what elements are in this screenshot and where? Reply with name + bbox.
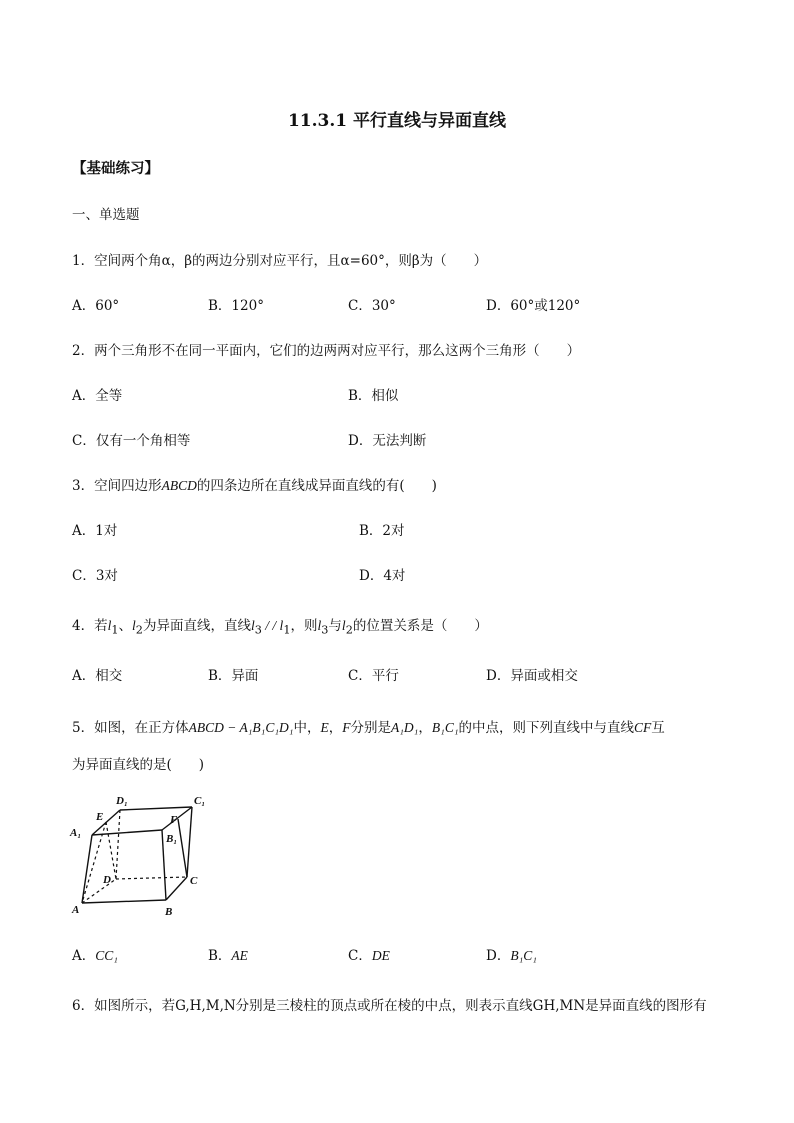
edge-d1-d <box>116 810 120 879</box>
page-title: 11.3.1 平行直线与异面直线 <box>287 111 507 131</box>
label-c: C <box>190 875 198 887</box>
q1-option-b: B．120° <box>208 298 264 314</box>
q4-option-a: A．相交 <box>72 668 123 684</box>
q5-option-b: B．AE <box>208 948 248 964</box>
label-b: B <box>165 906 173 918</box>
q4-option-d: D．异面或相交 <box>486 668 578 684</box>
edge-d1-c1 <box>120 807 192 810</box>
label-d: D <box>103 874 111 886</box>
question-1-stem: 1．空间两个角α，β的两边分别对应平行，且α=60°，则β为（ ） <box>72 253 488 269</box>
question-5-stem-line2: 为异面直线的是( ) <box>72 757 205 773</box>
q5-option-d: D．B₁C₁ <box>486 948 537 964</box>
question-3-stem: 3．空间四边形ABCD的四条边所在直线成异面直线的有( ) <box>72 478 437 494</box>
q1-option-d: D．60°或120° <box>486 298 581 314</box>
label-c1: C₁ <box>194 795 206 807</box>
q4-option-c: C．平行 <box>348 668 399 684</box>
cube-figure <box>66 790 216 920</box>
q3-option-b: B．2对 <box>359 523 405 539</box>
q1-option-c: C．30° <box>348 298 396 314</box>
edge-b-c <box>166 877 187 900</box>
subsection-heading: 一、单选题 <box>72 207 140 223</box>
q2-option-a: A．全等 <box>72 388 123 404</box>
label-d1: D₁ <box>116 795 128 807</box>
q3-option-d: D．4对 <box>359 568 406 584</box>
q3-option-c: C．3对 <box>72 568 118 584</box>
question-5-stem-line1: 5．如图，在正方体ABCD − A₁B₁C₁D₁中，E，F分别是A₁D₁，B₁C₁的中点，则下列直线中与直线CF互 <box>72 720 665 736</box>
q5-option-a: A．CC₁ <box>72 948 118 964</box>
edge-d-c <box>116 877 187 879</box>
q2-option-b: B．相似 <box>348 388 399 404</box>
question-2-stem: 2．两个三角形不在同一平面内，它们的边两两对应平行，那么这两个三角形（ ） <box>72 343 581 359</box>
section-heading: 【基础练习】 <box>72 160 159 177</box>
edge-a1-a <box>82 835 92 903</box>
q5-option-c: C．DE <box>348 948 390 964</box>
q1-option-a: A．60° <box>72 298 120 314</box>
edge-a-b <box>82 900 166 903</box>
q2-option-c: C．仅有一个角相等 <box>72 433 191 449</box>
q4-option-b: B．异面 <box>208 668 259 684</box>
label-a1: A₁ <box>70 827 82 839</box>
label-b1: B₁ <box>166 833 178 845</box>
label-f: F <box>170 814 178 826</box>
q2-option-d: D．无法判断 <box>348 433 427 449</box>
question-4-stem: 4．若$l_1$、$l_2$为异面直线，直线$l_3$ / / $l_1$，则$l_3$与$l_2$的位置关系是（ ） <box>72 618 488 637</box>
question-6-stem: 6．如图所示，若G,H,M,N分别是三棱柱的顶点或所在棱的中点，则表示直线GH,MN是异面直线的图形有 <box>72 998 707 1014</box>
q3-option-a: A．1对 <box>72 523 118 539</box>
edge-c1-c <box>187 807 192 877</box>
segment-de <box>106 822 116 879</box>
label-a: A <box>72 904 80 916</box>
label-e: E <box>96 811 104 823</box>
segment-cf <box>178 819 187 877</box>
